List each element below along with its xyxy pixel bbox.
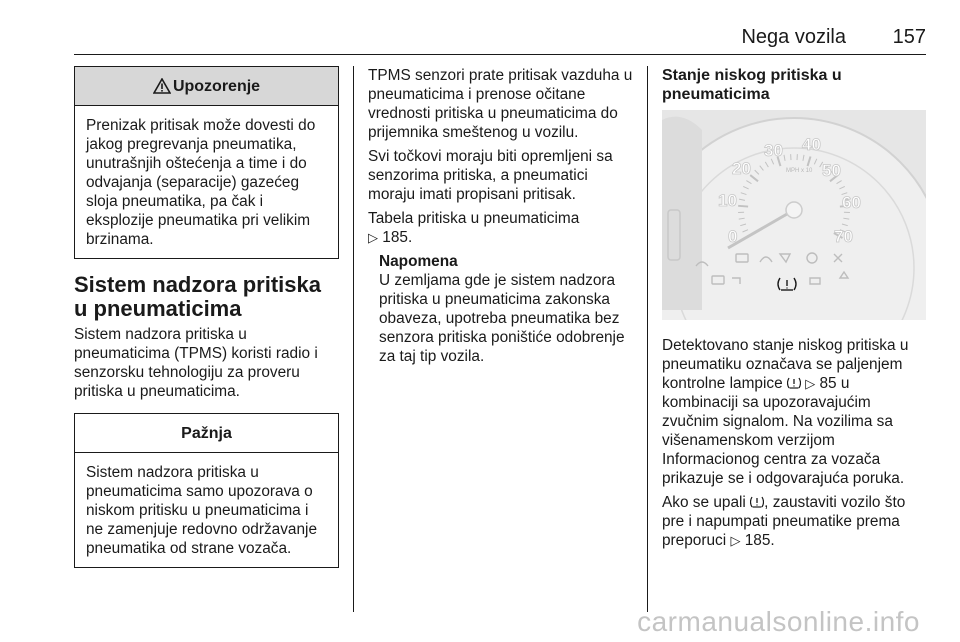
note-body: U zemljama gde je sistem nadzora pritiska u pneumaticima zakonska obaveza, upotreba pneumatika bez senzora pritiska poništiće odobrenje za taj tip vozila.: [379, 272, 625, 365]
caution-box: [74, 413, 339, 568]
column-1: [74, 66, 339, 568]
caution-title: Pažnja: [181, 424, 232, 442]
speedometer-illustration: [662, 110, 926, 320]
page-ref-arrow-icon: ▷: [730, 533, 741, 548]
page-ref-arrow-icon: ▷: [805, 376, 816, 391]
gauge-unit: MPH x 10: [786, 168, 813, 174]
column-divider-1: [353, 66, 354, 612]
gauge-label-40: 40: [802, 135, 821, 154]
gauge-tick: [738, 206, 748, 207]
sensors-required-paragraph: Svi točkovi moraju biti opremljeni sa senzorima pritiska, a pneumatici moraju imati propisani pritisak.: [368, 148, 613, 203]
detection-page-ref[interactable]: 85 u: [819, 375, 850, 392]
header-rule: [74, 54, 926, 55]
gauge-label-60: 60: [842, 193, 861, 212]
page-ref-arrow-icon: ▷: [368, 230, 378, 245]
warning-body: Prenizak pritisak može dovesti do jakog pregrevanja pneumatika, unutrašnjih oštećenja a time i do odvajanja (separacije) gazećeg sloja pneumatika, pa čak i eksplozije pneumatika pri velikim brzinama.: [86, 117, 316, 248]
detection-paragraph: [662, 336, 926, 488]
detection-text-b: kombinaciji sa upozoravajućim zvučnim signalom. Na vozilima sa višenamenskom verzijom Informacionog centra za vozača prikazuje se i odgovarajuća poruka.: [662, 394, 905, 487]
instrument-cluster-photo: [662, 110, 926, 320]
watermark: carmanualsonline.info: [637, 606, 920, 637]
column-divider-2: [647, 66, 648, 612]
column-2: [368, 66, 633, 366]
gauge-label-20: 20: [732, 159, 751, 178]
action-text-a: Ako se upali: [662, 494, 746, 511]
detection-text-a: Detektovano stanje niskog pritiska u pneumatiku označava se paljenjem kontrolne lampice: [662, 337, 909, 392]
page-number: 157: [892, 26, 926, 48]
gauge-label-50: 50: [822, 161, 841, 180]
column-3: [662, 66, 926, 555]
gauge-label-10: 10: [718, 191, 737, 210]
gauge-label-0: 0: [728, 227, 738, 246]
note-block: [368, 252, 633, 366]
section-title: Sistem nadzora pritiska u pneumaticima: [74, 272, 321, 321]
tpms-sensors-paragraph: TPMS senzori prate pritisak vazduha u pneumaticima i prenose očitane vrednosti pritiska u pneumaticima do prijemnika smeštenog u vozilu.: [368, 67, 633, 141]
pressure-table-page[interactable]: 185.: [382, 229, 413, 246]
tpms-warning-icon: [787, 376, 801, 390]
intro-paragraph: Sistem nadzora pritiska u pneumaticima (TPMS) koristi radio i senzorsku tehnologiju za proveru pritiska u pneumaticima.: [74, 326, 318, 400]
pressure-table-reference: [368, 209, 633, 247]
gauge-label-30: 30: [764, 141, 783, 160]
action-paragraph: [662, 493, 926, 550]
caution-body: Sistem nadzora pritiska u pneumaticima samo upozorava o niskom pritisku u pneumaticima i ne zamenjuje redovno održavanje pneumatika od strane vozača.: [86, 464, 318, 557]
gauge-label-70: 70: [834, 227, 853, 246]
warning-box-header: [75, 67, 338, 106]
warning-triangle-icon: [153, 78, 171, 94]
note-label: Napomena: [379, 253, 458, 270]
warning-title: Upozorenje: [172, 77, 261, 95]
chapter-title: Nega vozila: [741, 26, 846, 48]
low-pressure-title: Stanje niskog pritiska u pneumaticima: [662, 67, 842, 103]
warning-box: [74, 66, 339, 259]
pressure-table-text: Tabela pritiska u pneumaticima: [368, 210, 580, 227]
action-text-b: , zaustaviti vozilo što pre i napumpati pneumatike prema preporuci: [662, 494, 906, 549]
caution-box-header: [75, 414, 338, 453]
action-page-ref[interactable]: 185.: [744, 532, 775, 549]
tpms-warning-icon: [750, 495, 764, 509]
page-header: [74, 26, 926, 52]
